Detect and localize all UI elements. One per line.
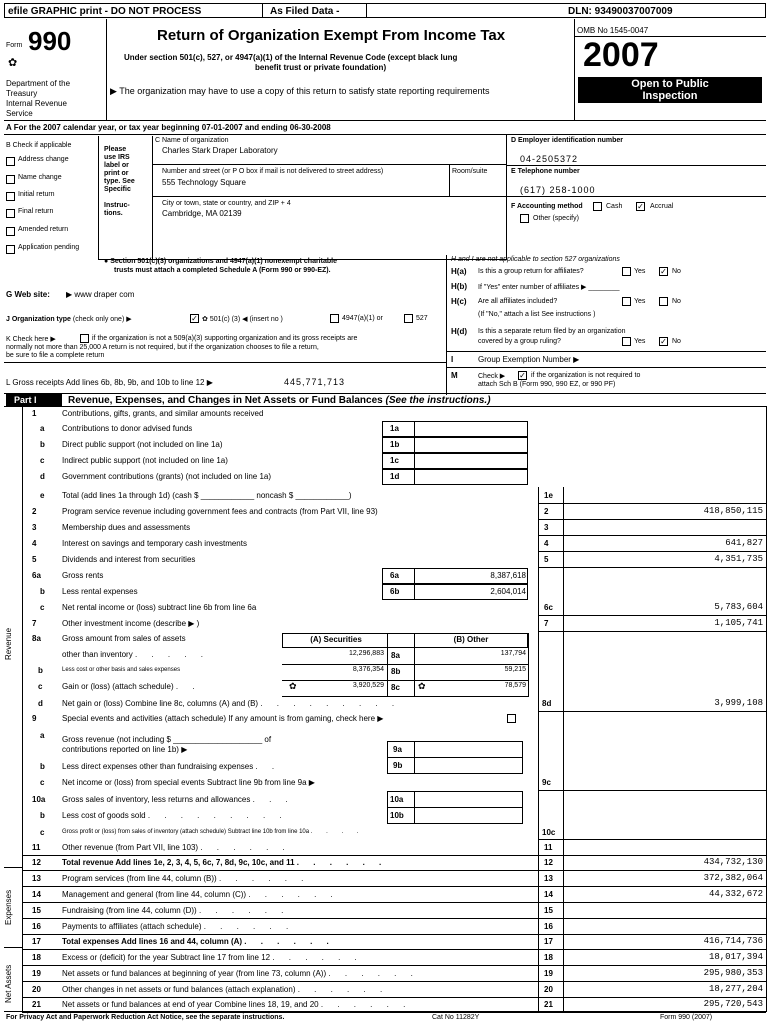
line-number: 20: [32, 985, 41, 994]
website: ▶ www draper com: [66, 290, 135, 299]
hc-no: No: [672, 298, 681, 305]
gross-receipts-value: 445,771,713: [284, 377, 346, 387]
gross-receipts-text: L Gross receipts Add lines 6b, 8b, 9b, and 10b to line 12: [6, 378, 205, 387]
line-8b-b: 59,215: [504, 666, 526, 673]
form-title: Return of Organization Exempt From Income Tax: [157, 27, 506, 44]
line-9-label: Special events and activities (attach schedule) If any amount is from gaming, check here: [62, 714, 376, 723]
ha-text: Is this a group return for affiliates?: [478, 268, 584, 275]
footer-privacy: For Privacy Act and Paperwork Reduction Act Notice, see the separate instructions.: [6, 1014, 285, 1021]
please-1: Please: [104, 146, 127, 153]
dept-line1: Department of the: [6, 79, 71, 88]
line-10a-label: Gross sales of inventory, less returns and allowances: [62, 795, 251, 804]
line-description: [62, 472, 271, 481]
omb-number: OMB No 1545-0047: [577, 26, 649, 35]
line-9a-text-2: contributions reported on line 1b) ▶: [62, 745, 188, 754]
hd-no: No: [672, 338, 681, 345]
line-amount: 295,720,543: [703, 999, 763, 1009]
line-8a-text2: other than inventory . . . . .: [62, 650, 209, 659]
line-9a-text-1: Gross revenue (not including $ ____________________ of: [62, 735, 272, 744]
ha-label: H(a): [451, 267, 467, 276]
line-10b-num: b: [40, 811, 45, 820]
line-description: Management and general (from line 44, column (C)) . . . . . .: [62, 890, 339, 899]
line-10a-num: 10a: [32, 795, 46, 804]
line-8d-num: d: [38, 699, 43, 708]
col-b-other: (B) Other: [453, 635, 489, 644]
line-description-text: Total (add lines 1a through 1d) (cash $ ____________ noncash $ ____________): [62, 491, 352, 500]
line-9a-num: a: [40, 731, 45, 740]
i-label: I: [451, 355, 454, 364]
line-number: 14: [32, 890, 41, 899]
sched-a-note-1: ● Section 501(c)(3) organizations and 4947(a)(1) nonexempt charitable: [104, 258, 337, 265]
line-10b-col: 10b: [390, 811, 404, 820]
label-other-method: Other (specify): [533, 215, 579, 222]
line-description-text: Net assets or fund balances at end of year Combine lines 18, 19, and 20: [62, 1000, 319, 1009]
line-description: [62, 424, 192, 433]
line-9c-col: 9c: [542, 778, 551, 787]
line-description: Total revenue Add lines 1e, 2, 3, 4, 5, 6c, 7, 8d, 9c, 10c, and 11 . . . . . .: [62, 858, 388, 867]
line-9b-text: Less direct expenses other than fundraising expenses . .: [62, 762, 281, 771]
line-column-label: 18: [544, 953, 553, 962]
checkbox-k[interactable]: [80, 334, 89, 343]
line-column-label: 17: [544, 937, 553, 946]
line-description-text: Other revenue (from Part VII, line 103): [62, 843, 199, 852]
line-description: Other revenue (from Part VII, line 103) . . . . . .: [62, 843, 291, 852]
line-9b-col: 9b: [393, 761, 403, 770]
checkbox-gaming[interactable]: [507, 714, 516, 723]
m-label: M: [451, 371, 458, 380]
line-8c-a: 3,920,529: [352, 682, 384, 689]
line-description-text: Excess or (deficit) for the year Subtract line 17 from line 12: [62, 953, 271, 962]
line-number: 4: [32, 539, 37, 548]
line-column-label: 2: [544, 507, 549, 516]
ein-label: D Employer identification number: [511, 137, 624, 144]
ein: 04-2505372: [520, 154, 579, 164]
line-description-text: Contributions, gifts, grants, and similar amounts received: [62, 409, 264, 418]
phone: (617) 258-1000: [520, 185, 596, 195]
line-description-text: Management and general (from line 44, column (C)): [62, 890, 247, 899]
line-amount: 641,827: [725, 538, 763, 548]
checkbox-application-pending[interactable]: [6, 245, 15, 254]
line-column-label: 3: [544, 523, 549, 532]
hc-text: Are all affiliates included?: [478, 298, 558, 305]
line-8a-col: 8a: [391, 651, 400, 660]
line-number: 3: [32, 523, 37, 532]
part-tag: Part I: [14, 395, 37, 405]
line-description: Other changes in net assets or fund balances (attach explanation) . . . . . .: [62, 985, 389, 994]
please-7: Instruc-: [104, 202, 130, 209]
ha-yes: Yes: [634, 268, 646, 275]
efile-banner: efile GRAPHIC print - DO NOT PROCESS: [8, 6, 202, 17]
line-number: 7: [32, 619, 37, 628]
line-column-label: 19: [544, 969, 553, 978]
line-9-num: 9: [32, 714, 37, 723]
line-column-label: 5: [544, 555, 549, 564]
line-column-label: 12: [544, 858, 553, 867]
line-9b-label: Less direct expenses other than fundraising expenses: [62, 762, 254, 771]
line-number: e: [40, 491, 45, 500]
k-check: K Check here ▶: [6, 336, 56, 343]
line-number: d: [40, 472, 45, 481]
line-amount: 4,351,735: [714, 554, 763, 564]
ha-no: No: [672, 268, 681, 275]
acct-method-label: F Accounting method: [511, 203, 583, 210]
line-9c-text: Net income or (loss) from special events Subtract line 9b from line 9a ▶: [62, 778, 315, 787]
line-number: c: [40, 456, 45, 465]
line-amount: 295,980,353: [703, 968, 763, 978]
line-description: [62, 555, 195, 564]
line-amount: 418,850,115: [703, 506, 763, 516]
line-description-text: Payments to affiliates (attach schedule): [62, 922, 202, 931]
line-amount: 372,382,064: [703, 873, 763, 883]
side-net-assets: Net Assets: [4, 964, 13, 1003]
line-description: Net assets or fund balances at beginning of year (from line 73, column (A)) . . . . . .: [62, 969, 419, 978]
line-number: 16: [32, 922, 41, 931]
line-number: 6a: [32, 571, 41, 580]
hb-question: If "Yes" enter number of affiliates: [478, 284, 580, 291]
line-8a-text: Gross amount from sales of assets: [62, 634, 186, 643]
line-number: 13: [32, 874, 41, 883]
line-description-text: Total revenue Add lines 1e, 2, 3, 4, 5, 6c, 7, 8d, 9c, 10c, and 11: [62, 858, 295, 867]
org-type-note: (check only one): [72, 316, 125, 323]
line-number: a: [40, 424, 45, 433]
form-number: 990: [28, 26, 72, 56]
line-description-text: Direct public support (not included on line 1a): [62, 440, 223, 449]
label-cash: Cash: [606, 203, 623, 210]
org-type-501c-label: 501(c) (3): [209, 316, 241, 323]
footer-cat: Cat No 11282Y: [432, 1014, 480, 1021]
city-label: City or town, state or country, and ZIP + 4: [162, 200, 291, 207]
checkbox-initial-return[interactable]: [6, 192, 15, 201]
inner-column-value: 8,387,618: [490, 571, 526, 580]
line-amount: 18,277,204: [708, 984, 763, 994]
line-description-text: Program services (from line 44, column (B)): [62, 874, 217, 883]
part-title-text: Revenue, Expenses, and Changes in Net Assets or Fund Balances: [68, 395, 383, 406]
org-name: Charles Stark Draper Laboratory: [162, 146, 278, 155]
line-description-text: Program service revenue including government fees and contracts (from Part VII, line 93): [62, 507, 378, 516]
m-text-1: if the organization is not required to: [531, 372, 641, 379]
line-8d-value: 3,999,108: [714, 698, 763, 708]
label-address-change: Address change: [18, 156, 69, 163]
please-8: tions.: [104, 210, 123, 217]
please-6: Specific: [104, 186, 131, 193]
line-description-text: Membership dues and assessments: [62, 523, 191, 532]
line-column-label: 14: [544, 890, 553, 899]
line-10a-text: Gross sales of inventory, less returns and allowances . . .: [62, 795, 294, 804]
inner-column-label: 6a: [390, 571, 399, 580]
org-type-label: J Organization type: [6, 316, 71, 323]
k-text-1: if the organization is not a 509(a)(3) supporting organization and its gross receipts are: [92, 335, 358, 342]
filed-banner: As Filed Data -: [270, 6, 340, 17]
i-text: Group Exemption Number ▶: [478, 355, 580, 364]
line-amount: 1,105,741: [714, 618, 763, 628]
line-description: Excess or (deficit) for the year Subtract line 17 from line 12 . . . . . .: [62, 953, 363, 962]
line-amount: 18,017,394: [708, 952, 763, 962]
line-column-label: 4: [544, 539, 549, 548]
line-description: [62, 507, 378, 516]
k-check-label: K Check here: [6, 336, 49, 343]
checkbox-hc-yes[interactable]: [622, 297, 631, 306]
website-label: G Web site:: [6, 290, 50, 299]
line-9-text: Special events and activities (attach schedule) If any amount is from gaming, check here ▶: [62, 714, 384, 723]
side-revenue: Revenue: [4, 627, 13, 660]
line-description-text: Dividends and interest from securities: [62, 555, 196, 564]
checkbox-address-change[interactable]: [6, 157, 15, 166]
part-title-italic: (See the instructions.): [385, 395, 491, 406]
checkbox-ha-no[interactable]: ✓: [660, 267, 667, 276]
line-10c-col: 10c: [542, 828, 556, 837]
line-8c-label: Gain or (loss) (attach schedule): [62, 682, 174, 691]
line-description-text: Net rental income or (loss) subtract line 6b from line 6a: [62, 603, 257, 612]
line-8a-a: 12,296,883: [348, 650, 384, 657]
line-description: [62, 571, 103, 580]
dln: DLN: 93490037007009: [568, 6, 673, 17]
subtitle-2: benefit trust or private foundation): [255, 63, 387, 72]
k-text-3: be sure to file a complete return: [6, 352, 105, 359]
form-word: Form: [6, 42, 23, 49]
side-expenses: Expenses: [4, 889, 13, 925]
line-column-label: 13: [544, 874, 553, 883]
line-8b-a: 8,376,354: [352, 666, 384, 673]
city: Cambridge, MA 02139: [162, 209, 242, 218]
line-8c-num: c: [38, 682, 43, 691]
line-number: 17: [32, 937, 41, 946]
line-number: 18: [32, 953, 41, 962]
line-column-label: 21: [544, 1000, 553, 1009]
line-number: 15: [32, 906, 41, 915]
line-description-text: Gross rents: [62, 571, 104, 580]
open-public-1: Open to Public: [631, 78, 709, 90]
checkbox-m[interactable]: ✓: [519, 371, 526, 380]
hc-label: H(c): [451, 297, 467, 306]
line-9c-num: c: [40, 778, 45, 787]
checkbox-name-change[interactable]: [6, 175, 15, 184]
line-description-text: Total expenses Add lines 16 and 44, column (A): [62, 937, 243, 946]
room-label: Room/suite: [452, 168, 488, 175]
line-8b-col: 8b: [391, 667, 401, 676]
sched-a-text-1: Section 501(c)(3) organizations and 4947(a)(1) nonexempt charitable: [110, 258, 337, 265]
line-8d-text: Net gain or (loss) Combine line 8c, columns (A) and (B) . . . . . . . . .: [62, 699, 401, 708]
line-description-text: Fundraising (from line 44, column (D)): [62, 906, 197, 915]
line-column-label: 7: [544, 619, 549, 628]
line-8a-text2-label: other than inventory: [62, 650, 133, 659]
line-amount: 44,332,672: [708, 889, 763, 899]
dept-line2: Treasury: [6, 89, 38, 98]
line-description-text: Government contributions (grants) (not included on line 1a): [62, 472, 271, 481]
checkbox-amended-return[interactable]: [6, 227, 15, 236]
part-title: [68, 395, 491, 406]
checkbox-527[interactable]: [404, 314, 413, 323]
line-column-label: 15: [544, 906, 553, 915]
checkbox-4947[interactable]: [330, 314, 339, 323]
label-accrual: Accrual: [650, 203, 674, 210]
inner-column-label: 1d: [390, 472, 400, 481]
line-column-label: 1e: [544, 491, 553, 500]
line-description: [62, 456, 228, 465]
gross-receipts-label: L Gross receipts Add lines 6b, 8b, 9b, and 10b to line 12 ▶: [6, 378, 213, 387]
checkbox-accrual[interactable]: ✓: [637, 202, 644, 211]
i-question: Group Exemption Number: [478, 355, 571, 364]
footer-form: Form 990 (2007): [660, 1014, 713, 1021]
line-number: b: [40, 587, 45, 596]
street-label: Number and street (or P O box if mail is not delivered to street address): [162, 168, 384, 175]
checkbox-hd-yes[interactable]: [622, 337, 631, 346]
notice: ▶ The organization may have to use a copy of this return to satisfy state reporting requirements: [110, 86, 490, 96]
line-9a-label: contributions reported on line 1b): [62, 745, 179, 754]
line-description: [62, 587, 138, 596]
line-9c-label: Net income or (loss) from special events Subtract line 9b from line 9a: [62, 778, 307, 787]
line-number: b: [40, 440, 45, 449]
line-description: [62, 440, 223, 449]
hd-text-2: covered by a group ruling?: [478, 338, 561, 345]
seal-icon: ✿: [8, 57, 18, 69]
line-10c-num: c: [40, 828, 45, 837]
checkbox-hc-no[interactable]: [659, 297, 668, 306]
line-9a-col: 9a: [393, 745, 402, 754]
line-8b-text: Less cost or other basis and sales expenses: [62, 667, 181, 673]
line-description: [62, 539, 247, 548]
line-amount: 5,783,604: [714, 602, 763, 612]
tax-year: 2007: [583, 36, 659, 74]
inner-column-label: 6b: [390, 587, 400, 596]
checkbox-cash[interactable]: [593, 202, 602, 211]
label-name-change: Name change: [18, 174, 62, 181]
label-initial-return: Initial return: [18, 191, 55, 198]
org-type-501c: ✿ 501(c) (3) ◀ (insert no ): [202, 316, 283, 323]
line-description-text: Contributions to donor advised funds: [62, 424, 193, 433]
line-description-text: Less rental expenses: [62, 587, 138, 596]
hb-label: H(b): [451, 282, 467, 291]
please-4: print or: [104, 170, 129, 177]
line-description: Payments to affiliates (attach schedule) . . . . . .: [62, 922, 295, 931]
line-10a-col: 10a: [390, 795, 404, 804]
line-description-text: Net assets or fund balances at beginning of year (from line 73, column (A)): [62, 969, 327, 978]
line-description: Net assets or fund balances at end of year Combine lines 18, 19, and 20 . . . . . .: [62, 1000, 412, 1009]
line-number: 11: [32, 843, 41, 852]
line-number: 21: [32, 1000, 41, 1009]
org-type-insert: (insert no ): [249, 316, 283, 323]
phone-label: E Telephone number: [511, 168, 580, 175]
m-check: Check ▶: [478, 373, 506, 380]
line-description: [62, 523, 190, 532]
subtitle-1: Under section 501(c), 527, or 4947(a)(1) of the Internal Revenue Code (except black lung: [124, 53, 458, 62]
line-description: Fundraising (from line 44, column (D)) . . . . . .: [62, 906, 290, 915]
dept-line3: Internal Revenue: [6, 99, 67, 108]
hb-text: If "Yes" enter number of affiliates ▶ ________: [478, 284, 620, 291]
line-number: 1: [32, 409, 37, 418]
line-10c-label: Gross profit or (loss) from sales of inventory (attach schedule) Subtract line 10b from line 10a: [62, 829, 310, 835]
line-8a-b: 137,794: [500, 650, 526, 657]
line-8c-col: 8c: [391, 683, 400, 692]
street: 555 Technology Square: [162, 178, 246, 187]
col-a-securities: (A) Securities: [310, 635, 362, 644]
line-description: Total expenses Add lines 16 and 44, column (A) . . . . . .: [62, 937, 335, 946]
hd-yes: Yes: [634, 338, 646, 345]
line-column-label: 11: [544, 843, 553, 852]
checkbox-501c[interactable]: ✓: [191, 314, 198, 323]
line-number: 12: [32, 858, 41, 867]
open-public-2: Inspection: [642, 90, 698, 102]
label-final-return: Final return: [18, 208, 54, 215]
checkbox-hd-no[interactable]: ✓: [660, 337, 667, 346]
line-8b-num: b: [38, 666, 43, 675]
m-text-2: attach Sch B (Form 990, 990 EZ, or 990 PF): [478, 381, 616, 388]
k-text-2: normally not more than 25,000 A return is not required, but if the organization chooses to file a return,: [6, 344, 319, 351]
website-value: www draper com: [74, 290, 135, 299]
label-application-pending: Application pending: [18, 244, 80, 251]
line-description: Program services (from line 44, column (B)) . . . . . .: [62, 874, 310, 883]
line-9b-num: b: [40, 762, 45, 771]
line-amount: 416,714,736: [703, 936, 763, 946]
please-3: label or: [104, 162, 129, 169]
line-10b-label: Less cost of goods sold: [62, 811, 146, 820]
line-8c-text: Gain or (loss) (attach schedule) . .: [62, 682, 201, 691]
attachment-icon-8c-a[interactable]: ✿: [289, 681, 297, 691]
inner-column-value: 2,604,014: [490, 587, 526, 596]
hc-yes: Yes: [634, 298, 646, 305]
m-check-word: Check: [478, 373, 498, 380]
line-description: [62, 619, 199, 628]
line-10c-text: Gross profit or (loss) from sales of inventory (attach schedule) Subtract line 10b from line 10a . . . .: [62, 829, 365, 835]
checkbox-final-return[interactable]: [6, 209, 15, 218]
notice-text: The organization may have to use a copy of this return to satisfy state reporting requirements: [119, 86, 490, 96]
please-5: type. See: [104, 178, 135, 185]
section-a: A For the 2007 calendar year, or tax year beginning 07-01-2007 and ending 06-30-2008: [6, 123, 331, 132]
line-number: 5: [32, 555, 37, 564]
line-description-text: Other investment income (describe ▶ ): [62, 619, 200, 628]
inner-column-label: 1a: [390, 424, 399, 433]
line-column-label: 6c: [544, 603, 553, 612]
org-type: J Organization type (check only one) ▶: [6, 316, 132, 323]
line-number: 19: [32, 969, 41, 978]
line-8a-num: 8a: [32, 634, 41, 643]
line-8c-b: 78,579: [504, 682, 526, 689]
name-label: C Name of organization: [155, 137, 229, 144]
line-number: c: [40, 603, 45, 612]
line-description-text: Indirect public support (not included on line 1a): [62, 456, 228, 465]
line-description-text: Interest on savings and temporary cash investments: [62, 539, 247, 548]
check-applicable: B Check if applicable: [6, 142, 72, 149]
checkbox-other-method[interactable]: [520, 214, 529, 223]
line-amount: 434,732,130: [703, 857, 763, 867]
line-10b-text: Less cost of goods sold . . . . . . . . .: [62, 811, 288, 820]
line-8d-label: Net gain or (loss) Combine line 8c, columns (A) and (B): [62, 699, 259, 708]
line-description-text: Other changes in net assets or fund balances (attach explanation): [62, 985, 296, 994]
hd-label: H(d): [451, 327, 467, 336]
line-description: [62, 491, 352, 500]
org-type-4947: 4947(a)(1) or: [342, 315, 383, 322]
line-description: [62, 409, 263, 418]
attachment-icon-8c-b[interactable]: ✿: [418, 681, 426, 691]
checkbox-ha-yes[interactable]: [622, 267, 631, 276]
dept-line4: Service: [6, 109, 33, 118]
org-type-527: 527: [416, 315, 428, 322]
hd-text-1: Is this a separate return filed by an organization: [478, 328, 626, 335]
h-intro: H and I are not applicable to section 527 organizations: [451, 256, 620, 263]
line-8d-col: 8d: [542, 699, 552, 708]
line-number: 2: [32, 507, 37, 516]
inner-column-label: 1b: [390, 440, 400, 449]
line-column-label: 20: [544, 985, 553, 994]
label-amended-return: Amended return: [18, 226, 69, 233]
hc-note: (If "No," attach a list See instructions ): [478, 311, 596, 318]
inner-column-label: 1c: [390, 456, 399, 465]
sched-a-note-2: trusts must attach a completed Schedule A (Form 990 or 990-EZ).: [114, 267, 331, 274]
line-column-label: 16: [544, 922, 553, 931]
please-2: use IRS: [104, 154, 130, 161]
line-description: [62, 603, 256, 612]
